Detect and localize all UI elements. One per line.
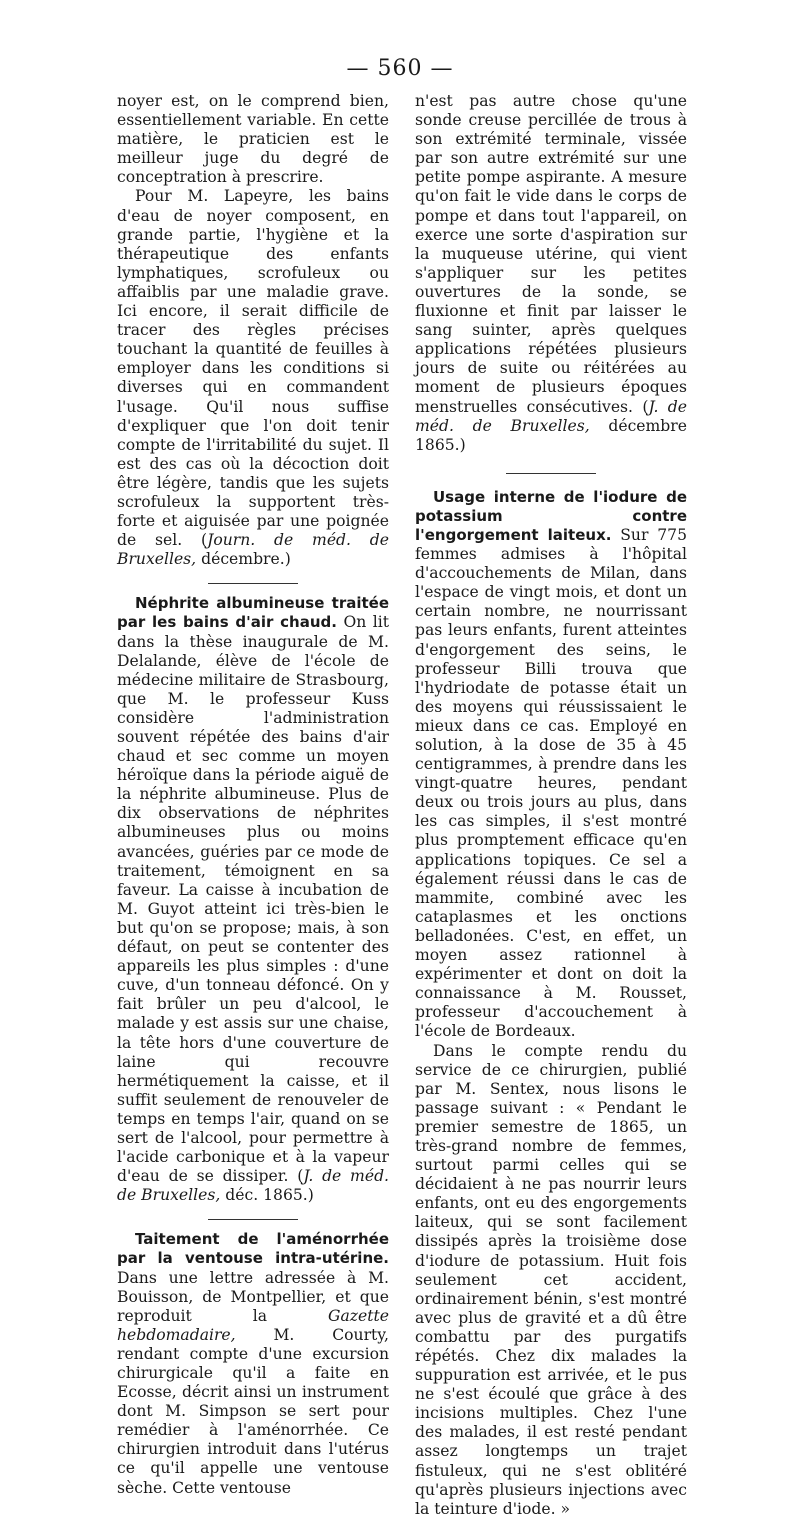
journal-reference: Gazette hebdomadaire, (117, 1306, 389, 1344)
continuation-paragraph: n'est pas autre chose qu'une sonde creuse percillée de trous à son extrémité terminale, vissée par son autre extrémité sur une petite pompe aspirante. A mesure qu'on fait le vide dans le corps de pompe et dans tout l'appareil, on exerce une sorte d'aspiration sur la muqueuse utérine, qui vient s'appliquer sur les petites ouvertures de la sonde, se fluxionne et finit par laisser le sang suinter, après quelques applications répétées plusieurs jours de suite ou réitérées au moment de plusieurs époques menstruelles consécutives. (J. de méd. de Bruxelles, décembre 1865.) (415, 92, 687, 454)
right-column (415, 92, 687, 1519)
lapeyre-paragraph: Pour M. Lapeyre, les bains d'eau de noyer composent, en grande partie, l'hygiène et la thérapeutique des enfants lymphatiques, scrofuleux ou affaiblis par une maladie grave. Ici encore, il serait difficile de tracer des règles précises touchant la quantité de feuilles à employer dans les conditions si diverses qui en commandent l'usage. Qu'il nous suffise d'expliquer que l'on doit tenir compte de l'irritabilité du sujet. Il est des cas où la décoction doit être légère, tandis que les sujets scrofuleux la supportent très-forte et aiguisée par une poignée de sel. (Journ. de méd. de Bruxelles, décembre.) (117, 187, 389, 569)
page-number: — 560 — (346, 56, 454, 81)
article-title-nephrite: Néphrite albumineuse traitée par les bains d'air chaud. (117, 594, 389, 632)
article-iodure: Usage interne de l'iodure de potassium contre l'engorgement laiteux. Sur 775 femmes admises à l'hôpital d'accouchements de Milan, dans l'espace de vingt mois, et dont un certain nombre, ne nourrissant pas leurs enfants, furent atteintes d'engorgement des seins, le professeur Billi trouva que l'hydriodate de potasse était un des moyens qui réussissaient le mieux dans ce cas. Employé en solution, à la dose de 35 à 45 centigrammes, à prendre dans les vingt-quatre heures, pendant deux ou trois jours au plus, dans les cas simples, il s'est montré plus promptement efficace qu'en applications topiques. Ce sel a également réussi dans le cas de mammite, combiné avec les cataplasmes et les onctions belladonées. C'est, en effet, un moyen assez rationnel à expérimenter et dont on doit la connaissance à M. Rousset, professeur d'accouchement à l'école de Bordeaux. (415, 487, 687, 1041)
continuation-paragraph: noyer est, on le comprend bien, essentiellement variable. En cette matière, le praticien est le meilleur juge du degré de conceptration à prescrire. (117, 92, 389, 187)
article-separator (208, 583, 298, 584)
journal-reference: J. de méd. de Bruxelles, (415, 397, 687, 435)
article-nephrite: Néphrite albumineuse traitée par les bains d'air chaud. On lit dans la thèse inaugurale de M. Delalande, élève de l'école de médecine militaire de Strasbourg, que M. le professeur Kuss considère l'administration souvent répétée des bains d'air chaud et sec comme un moyen héroïque dans la période aiguë de la néphrite albumineuse. Plus de dix observations de néphrites albumineuses plus ou moins avancées, guéries par ce mode de traitement, témoignent en sa faveur. La caisse à incubation de M. Guyot atteint ici très-bien le but qu'on se propose; mais, à son défaut, on peut se contenter des appareils les plus simples : d'une cuve, d'un tonneau défoncé. On y fait brûler un peu d'alcool, le malade y est assis sur une chaise, la tête hors d'une couverture de laine qui recouvre hermétiquement la caisse, et il suffit seulement de renouveler de temps en temps l'air, quand on se sert de l'alcool, pour permettre à l'acide carbonique et à la vapeur d'eau de se dissiper. (J. de méd. de Bruxelles, déc. 1865.) (117, 594, 390, 1205)
article-separator (506, 473, 596, 474)
article-title-amenorrhee: Taitement de l'aménorrhée par la ventouse intra-utérine. (117, 1230, 389, 1268)
article-amenorrhee: Taitement de l'aménorrhée par la ventouse intra-utérine. Dans une lettre adressée à M. Bouisson, de Montpellier, et que reproduit la Gazette hebdomadaire, M. Courty, rendant compte d'une excursion chirurgicale qu'il a faite en Ecosse, décrit ainsi un instrument dont M. Simpson se sert pour remédier à l'aménorrhée. Ce chirurgien introduit dans l'utérus ce qu'il appelle une ventouse sèche. Cette ventouse (117, 1230, 389, 1497)
article-separator (208, 1219, 298, 1220)
article-title-iodure: Usage interne de l'iodure de potassium contre l'engorgement laiteux. (415, 487, 687, 544)
journal-reference: Journ. de méd. de Bruxelles, (117, 531, 389, 569)
article-iodure-paragraph-2: Dans le compte rendu du service de ce chirurgien, publié par M. Sentex, nous lisons le passage suivant : « Pendant le premier semestre de 1865, un très-grand nombre de femmes, surtout parmi celles qui se décidaient à ne pas nourrir leurs enfants, ont eu des engorgements laiteux, qui se sont facilement dissipés après la troisième dose d'iodure de potassium. Huit fois seulement cet accident, ordinairement bénin, s'est montré avec plus de gravité et a dû être combattu par des purgatifs répétés. Chez dix malades la suppuration est arrivée, et le pus ne s'est écoulé que grâce à des incisions multiples. Chez l'une des malades, il est resté pendant assez longtemps un trajet fistuleux, qui ne s'est oblitéré qu'après plusieurs injections avec la teinture d'iode. » (415, 1041, 687, 1518)
journal-reference: J. de méd. de Bruxelles, (117, 1167, 390, 1205)
left-column (117, 92, 389, 1498)
